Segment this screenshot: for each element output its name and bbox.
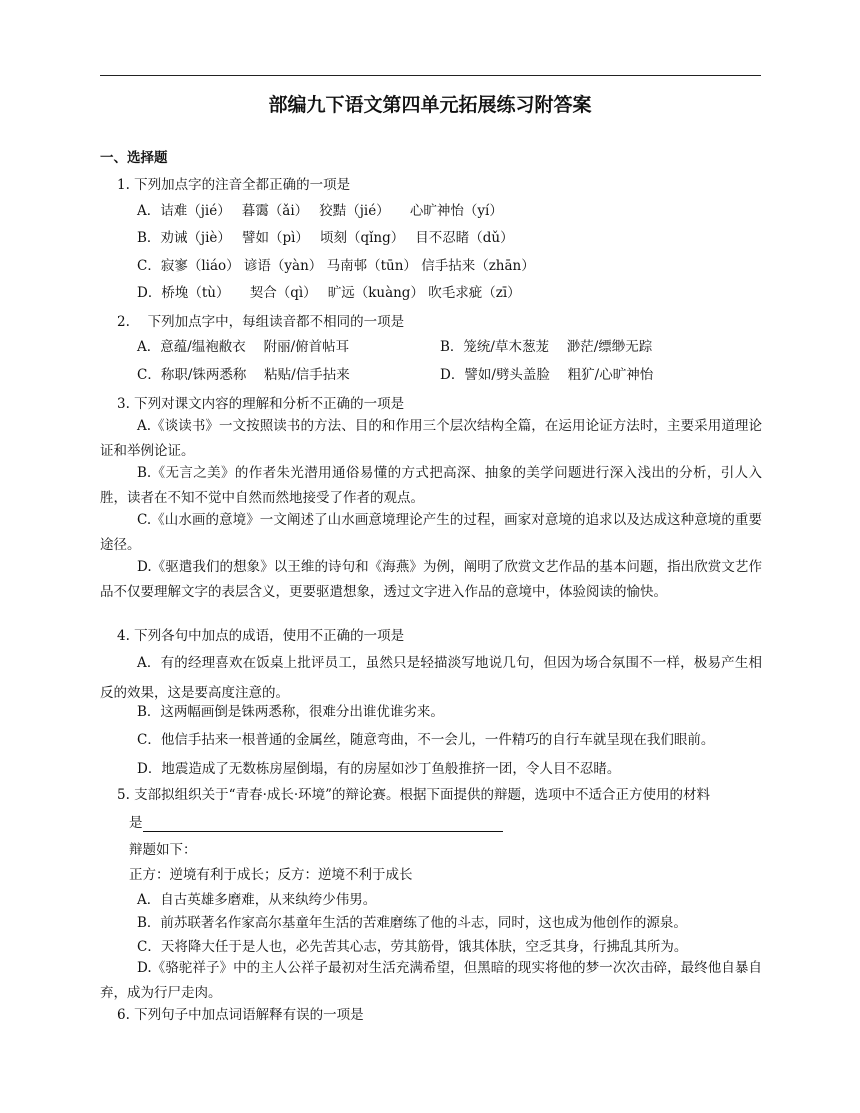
- question-4-stem: 4. 下列各句中加点的成语，使用不正确的一项是: [117, 628, 405, 644]
- question-4-option-b: B．这两幅画倒是铢两悉称，很难分出谁优谁劣来。: [137, 704, 444, 720]
- question-3-stem: 3. 下列对课文内容的理解和分析不正确的一项是: [117, 396, 405, 412]
- question-1-option-c: C．寂寥（liáo） 谚语（yàn） 马南邨（tūn） 信手拈来（zhān）: [137, 258, 535, 274]
- question-2-option-a: A．意蕴/缊袍敝衣 附丽/俯首帖耳: [137, 339, 350, 355]
- question-3-option-d: D.《驱遣我们的想象》以王维的诗句和《海燕》为例，阐明了欣赏文艺作品的基本问题，指出欣赏文艺作品不仅要理解文字的表层含义，更要驱遣想象，透过文字进入作品的意境中，体验阅读的愉快。: [100, 559, 762, 600]
- question-4-option-c: C．他信手拈来一根普通的金属丝，随意弯曲，不一会儿，一件精巧的自行车就呈现在我们眼前。: [137, 732, 715, 748]
- question-2-option-c: C．称职/铢两悉称 粘贴/信手拈来: [137, 367, 350, 383]
- question-4-option-d: D．地震造成了无数栋房屋倒塌，有的房屋如沙丁鱼般推挤一团，令人目不忍睹。: [137, 761, 621, 777]
- question-5-stem-tail: 是: [129, 815, 143, 831]
- question-1-option-d: D．桥堍（tù） 契合（qì） 旷远（kuàng） 吹毛求疵（zī）: [137, 285, 521, 301]
- page-title: 部编九下语文第四单元拓展练习附答案: [268, 94, 592, 116]
- question-6-stem: 6. 下列句子中加点词语解释有误的一项是: [117, 1007, 364, 1023]
- question-5-option-c: C．天将降大任于是人也，必先苦其心志，劳其筋骨，饿其体肤，空乏其身，行拂乱其所为。: [137, 939, 688, 955]
- question-4-option-a: A．有的经理喜欢在饭桌上批评员工，虽然只是轻描淡写地说几句，但因为场合氛围不一样，极易产生相反的效果，这是要高度注意的。: [100, 655, 762, 701]
- question-3-option-b: B.《无言之美》的作者朱光潜用通俗易懂的方式把高深、抽象的美学问题进行深入浅出的分析，引人入胜，读者在不知不觉中自然而然地接受了作者的观点。: [100, 465, 762, 506]
- question-5-option-a: A．自古英雄多磨难，从来纨绔少伟男。: [137, 892, 377, 908]
- question-2-stem: 2. 下列加点字中，每组读音都不相同的一项是: [117, 314, 405, 330]
- question-1-option-a: A．诘难（jié） 暮霭（ǎi） 狡黠（jié） 心旷神怡（yí）: [137, 203, 503, 219]
- question-5-stem-cont: [129, 814, 503, 832]
- header-rule: [100, 75, 761, 76]
- question-5-option-d: D.《骆驼祥子》中的主人公祥子最初对生活充满希望，但黑暗的现实将他的梦一次次击碎，最终他自暴自弃，成为行尸走肉。: [100, 960, 762, 1001]
- question-1-option-b: B．劝诫（jiè） 譬如（pì） 顷刻（qǐng） 目不忍睹（dǔ）: [137, 230, 514, 246]
- question-3-option-c: C.《山水画的意境》一文阐述了山水画意境理论产生的过程，画家对意境的追求以及达成这种意境的重要途径。: [100, 512, 762, 553]
- question-3-option-a: A.《谈读书》一文按照读书的方法、目的和作用三个层次结构全篇，在运用论证方法时，主要采用道理论证和举例论证。: [100, 418, 762, 459]
- section-heading: 一、选择题: [100, 150, 168, 166]
- answer-blank[interactable]: [143, 817, 503, 832]
- question-5-option-b: B．前苏联著名作家高尔基童年生活的苦难磨练了他的斗志，同时，这也成为他创作的源泉。: [137, 915, 687, 931]
- debate-topic-label: 辩题如下：: [129, 842, 197, 858]
- question-2-option-b: B．笼统/草木葱茏 渺茫/缥缈无踪: [440, 339, 653, 355]
- debate-topic: 正方：逆境有利于成长；反方：逆境不利于成长: [129, 867, 413, 883]
- question-2-option-d: D．譬如/劈头盖脸 粗犷/心旷神怡: [440, 367, 654, 383]
- question-1-stem: 1. 下列加点字的注音全都正确的一项是: [117, 177, 351, 193]
- question-5-stem: 5. 支部拟组织关于“青春·成长·环境”的辩论赛。根据下面提供的辩题，选项中不适合正方使用的材料: [117, 787, 711, 803]
